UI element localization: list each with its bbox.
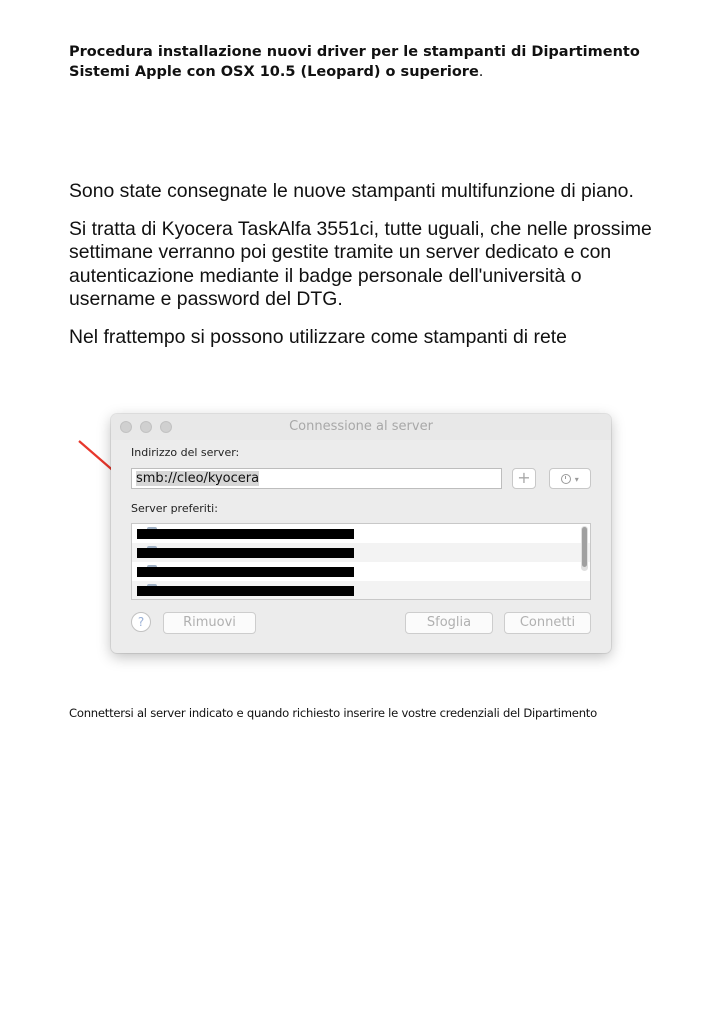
window-title: Connessione al server — [289, 419, 433, 434]
paragraph-intro: Sono state consegnate le nuove stampanti multifunzione di piano. — [69, 180, 634, 202]
recent-servers-button[interactable] — [549, 468, 591, 489]
title-line-2 — [69, 62, 679, 82]
title-dot: . — [478, 64, 484, 80]
title-line-1: Procedura installazione nuovi driver per le stampanti di Dipartimento — [69, 44, 640, 60]
list-item[interactable] — [132, 581, 590, 600]
server-address-input[interactable] — [131, 468, 502, 489]
list-item[interactable] — [132, 543, 590, 562]
server-address-value: smb://cleo/kyocera — [136, 471, 260, 486]
connect-to-server-dialog — [111, 414, 611, 653]
list-item[interactable] — [132, 562, 590, 581]
browse-button[interactable]: Sfoglia — [405, 612, 493, 634]
paragraph-details: Si tratta di Kyocera TaskAlfa 3551ci, tutte uguali, che nelle prossime settimane verranno poi gestite tramite un server dedicato e con autenticazione mediante il badge personale dell'università o username e password del DTG. — [69, 218, 652, 310]
connect-button[interactable]: Connetti — [504, 612, 591, 634]
favorite-servers-label: Server preferiti: — [131, 502, 218, 515]
title-line-2-text: Sistemi Apple con OSX 10.5 (Leopard) o superiore — [69, 64, 479, 80]
document-title — [69, 42, 679, 82]
redaction-bar — [137, 567, 354, 577]
clock-icon — [561, 474, 571, 484]
instruction-caption: Connettersi al server indicato e quando richiesto inserire le vostre credenziali del Dipartimento — [69, 706, 597, 720]
redaction-bar — [137, 529, 354, 539]
dialog-titlebar — [111, 414, 611, 440]
add-favorite-button[interactable]: + — [512, 468, 536, 489]
remove-button[interactable]: Rimuovi — [163, 612, 256, 634]
help-button[interactable]: ? — [131, 612, 151, 632]
redaction-bar — [137, 586, 354, 596]
favorite-servers-list[interactable] — [131, 523, 591, 600]
server-address-label: Indirizzo del server: — [131, 446, 240, 459]
paragraph-meanwhile: Nel frattempo si possono utilizzare come stampanti di rete — [69, 326, 567, 348]
scrollbar-thumb[interactable] — [582, 527, 587, 567]
list-item[interactable] — [132, 524, 590, 543]
chevron-down-icon: ▾ — [574, 475, 579, 484]
redaction-bar — [137, 548, 354, 558]
